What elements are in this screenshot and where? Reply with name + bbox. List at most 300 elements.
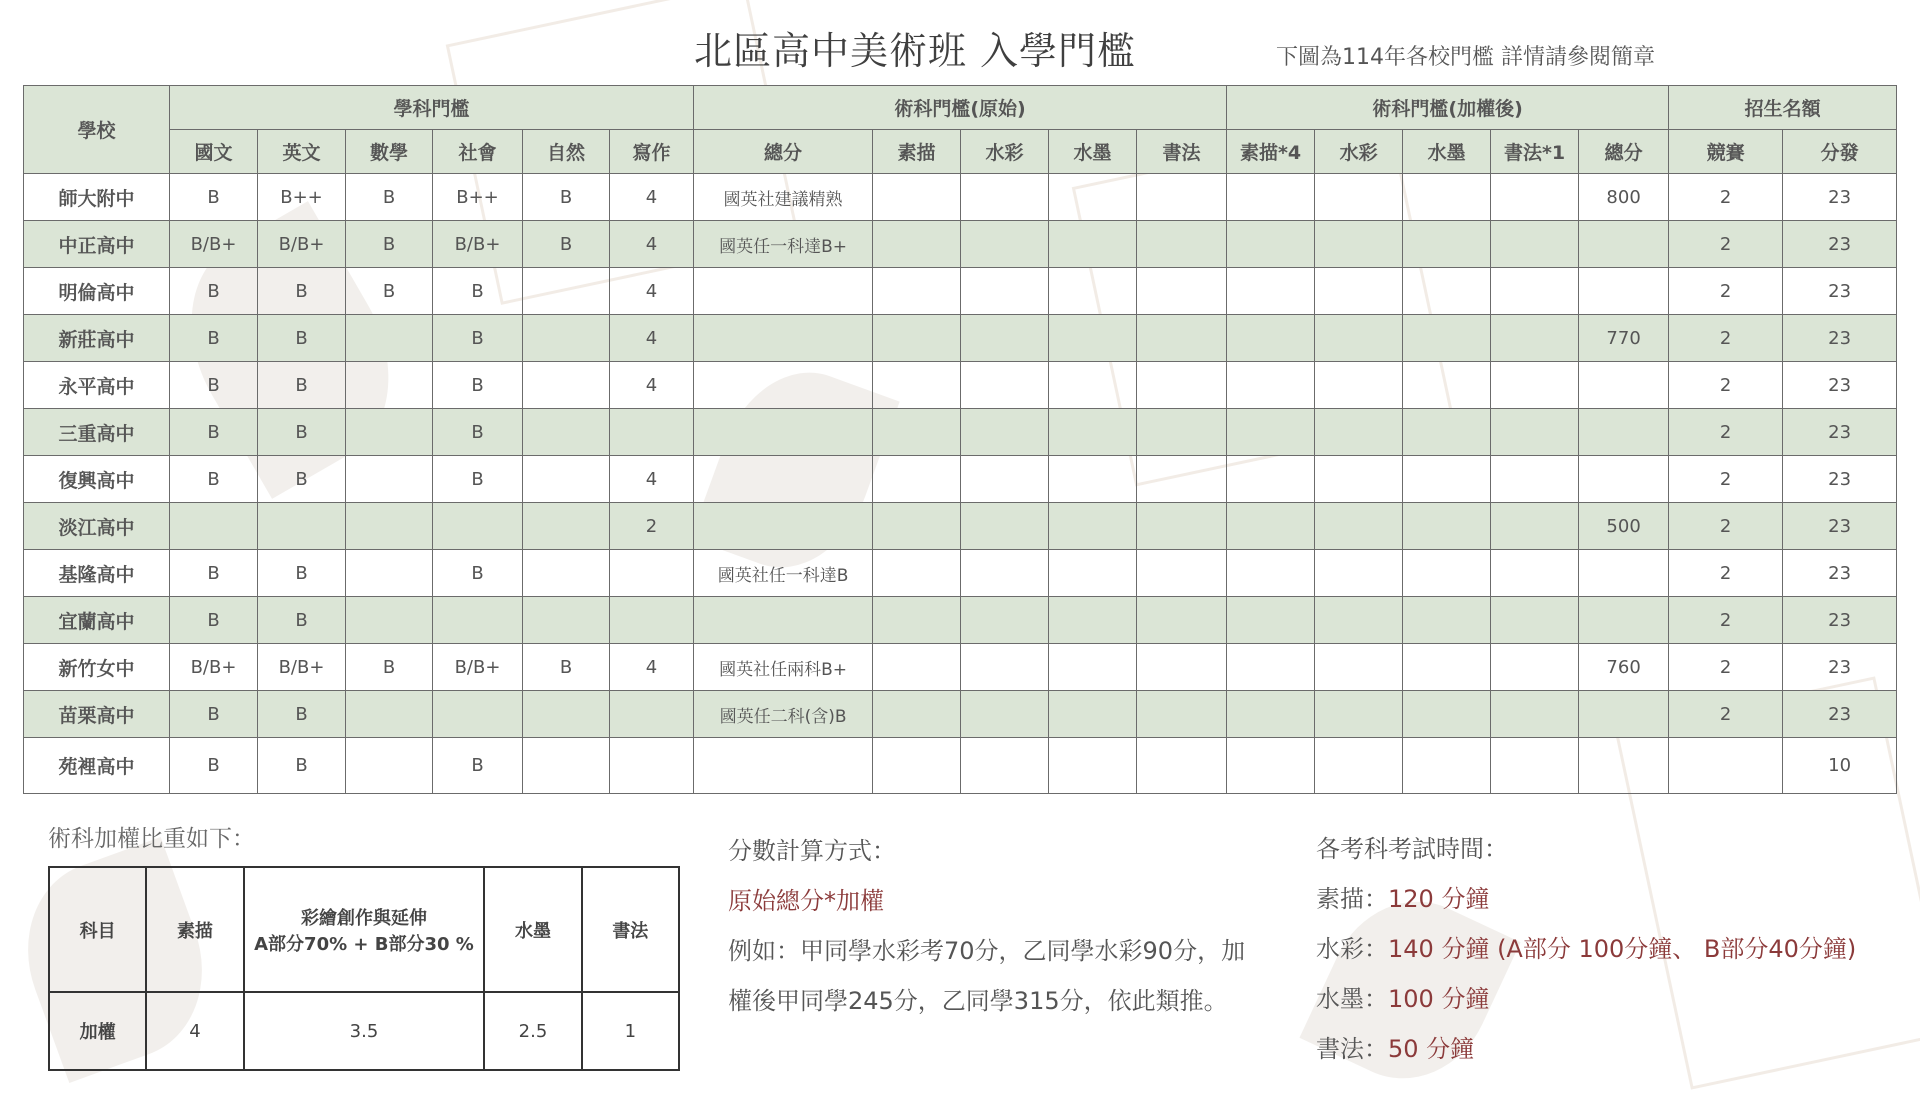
table-cell: B/B+ bbox=[170, 221, 258, 268]
table-cell bbox=[1227, 597, 1315, 644]
table-cell bbox=[1403, 550, 1491, 597]
school-name: 明倫高中 bbox=[24, 268, 170, 315]
table-cell bbox=[523, 362, 610, 409]
exam-time-item bbox=[1316, 924, 1916, 974]
table-cell: B/B+ bbox=[170, 644, 258, 691]
weights-header-sketch: 素描 bbox=[146, 867, 243, 992]
table-cell: B/B+ bbox=[433, 644, 523, 691]
table-cell bbox=[1315, 268, 1403, 315]
table-cell: B bbox=[258, 691, 346, 738]
table-row bbox=[24, 221, 1897, 268]
table-cell: 2 bbox=[610, 503, 694, 550]
table-cell: 2 bbox=[1669, 644, 1783, 691]
school-name: 宜蘭高中 bbox=[24, 597, 170, 644]
exam-time-item bbox=[1316, 874, 1916, 924]
table-cell: 23 bbox=[1783, 691, 1897, 738]
table-cell bbox=[873, 268, 961, 315]
column-header: 素描*4 bbox=[1227, 130, 1315, 174]
table-cell: B bbox=[523, 174, 610, 221]
table-cell bbox=[961, 456, 1049, 503]
table-cell bbox=[694, 315, 873, 362]
table-cell bbox=[1315, 409, 1403, 456]
column-header: 總分 bbox=[694, 130, 873, 174]
weights-header-calligraphy: 書法 bbox=[582, 867, 679, 992]
table-cell bbox=[694, 597, 873, 644]
table-cell: B/B+ bbox=[433, 221, 523, 268]
table-cell bbox=[1137, 738, 1227, 794]
table-cell bbox=[1137, 644, 1227, 691]
table-cell bbox=[610, 550, 694, 597]
table-cell: 500 bbox=[1579, 503, 1669, 550]
table-cell bbox=[610, 409, 694, 456]
table-cell bbox=[961, 738, 1049, 794]
table-cell bbox=[694, 503, 873, 550]
table-cell bbox=[961, 644, 1049, 691]
table-cell: B bbox=[258, 738, 346, 794]
table-cell bbox=[1579, 691, 1669, 738]
table-cell bbox=[961, 268, 1049, 315]
school-name: 中正高中 bbox=[24, 221, 170, 268]
column-header: 素描 bbox=[873, 130, 961, 174]
table-cell: B++ bbox=[258, 174, 346, 221]
weight-ink: 2.5 bbox=[484, 992, 581, 1070]
calculation-formula: 原始總分*加權 bbox=[728, 887, 884, 915]
table-cell bbox=[1491, 550, 1579, 597]
table-cell bbox=[1403, 221, 1491, 268]
table-cell: B bbox=[433, 550, 523, 597]
table-cell bbox=[1137, 268, 1227, 315]
table-row bbox=[24, 362, 1897, 409]
table-cell bbox=[1669, 738, 1783, 794]
table-cell bbox=[346, 409, 433, 456]
table-cell bbox=[1227, 456, 1315, 503]
exam-duration: 120 分鐘 bbox=[1388, 885, 1490, 913]
column-header: 水墨 bbox=[1403, 130, 1491, 174]
table-cell bbox=[873, 691, 961, 738]
table-cell bbox=[610, 597, 694, 644]
table-cell: B bbox=[170, 362, 258, 409]
school-name: 復興高中 bbox=[24, 456, 170, 503]
table-cell: 23 bbox=[1783, 362, 1897, 409]
table-cell: B bbox=[258, 362, 346, 409]
table-cell bbox=[1227, 550, 1315, 597]
table-cell bbox=[1491, 738, 1579, 794]
table-cell bbox=[1227, 691, 1315, 738]
table-cell bbox=[1137, 503, 1227, 550]
table-cell: 國英社任兩科B+ bbox=[694, 644, 873, 691]
table-cell bbox=[1227, 174, 1315, 221]
table-cell bbox=[523, 550, 610, 597]
column-header: 水彩 bbox=[1315, 130, 1403, 174]
table-cell bbox=[1049, 221, 1137, 268]
table-cell bbox=[1049, 644, 1137, 691]
table-cell bbox=[1403, 738, 1491, 794]
school-name: 新莊高中 bbox=[24, 315, 170, 362]
table-cell: B bbox=[170, 409, 258, 456]
table-cell bbox=[961, 409, 1049, 456]
header-art-raw: 術科門檻(原始) bbox=[694, 86, 1227, 130]
table-cell bbox=[346, 550, 433, 597]
table-cell bbox=[610, 691, 694, 738]
school-name: 三重高中 bbox=[24, 409, 170, 456]
exam-subject: 素描： bbox=[1316, 885, 1388, 913]
table-cell bbox=[1137, 691, 1227, 738]
table-cell bbox=[1491, 644, 1579, 691]
table-cell bbox=[1227, 503, 1315, 550]
weights-header-subject: 科目 bbox=[49, 867, 146, 992]
table-cell: B bbox=[433, 268, 523, 315]
table-cell bbox=[961, 597, 1049, 644]
calculation-example-line2: 權後甲同學245分，乙同學315分，依此類推。 bbox=[728, 987, 1228, 1015]
table-cell bbox=[523, 597, 610, 644]
table-cell: B bbox=[170, 550, 258, 597]
weights-label: 術科加權比重如下： bbox=[48, 826, 255, 852]
exam-time-item bbox=[1316, 1024, 1916, 1074]
table-cell: 23 bbox=[1783, 221, 1897, 268]
exam-duration: 140 分鐘 (A部分 100分鐘、 B部分40分鐘) bbox=[1388, 935, 1857, 963]
table-cell bbox=[1491, 597, 1579, 644]
table-cell: 4 bbox=[610, 221, 694, 268]
exam-subject: 水墨： bbox=[1316, 985, 1388, 1013]
table-cell: B bbox=[170, 315, 258, 362]
calculation-heading: 分數計算方式： bbox=[728, 837, 896, 865]
table-cell bbox=[1137, 409, 1227, 456]
table-cell bbox=[1315, 644, 1403, 691]
table-cell bbox=[1049, 503, 1137, 550]
table-row bbox=[24, 644, 1897, 691]
exam-duration: 50 分鐘 bbox=[1388, 1035, 1475, 1063]
table-cell: 國英社任一科達B bbox=[694, 550, 873, 597]
table-cell: 2 bbox=[1669, 362, 1783, 409]
table-cell: 4 bbox=[610, 362, 694, 409]
column-header: 自然 bbox=[523, 130, 610, 174]
table-cell bbox=[1403, 597, 1491, 644]
table-cell: B bbox=[346, 268, 433, 315]
table-cell bbox=[873, 503, 961, 550]
table-cell bbox=[873, 550, 961, 597]
page-subtitle: 下圖為114年各校門檻 詳情請參閱簡章 bbox=[1276, 45, 1655, 70]
column-header: 書法 bbox=[1137, 130, 1227, 174]
table-cell bbox=[873, 738, 961, 794]
column-header: 分發 bbox=[1783, 130, 1897, 174]
table-cell bbox=[523, 503, 610, 550]
table-cell: 2 bbox=[1669, 550, 1783, 597]
table-cell bbox=[346, 691, 433, 738]
school-name: 基隆高中 bbox=[24, 550, 170, 597]
table-cell bbox=[1315, 550, 1403, 597]
table-cell bbox=[170, 503, 258, 550]
table-cell: B bbox=[170, 597, 258, 644]
table-cell bbox=[873, 456, 961, 503]
table-cell: 國英任二科(含)B bbox=[694, 691, 873, 738]
table-cell: B bbox=[170, 268, 258, 315]
table-row bbox=[24, 409, 1897, 456]
table-cell: 2 bbox=[1669, 409, 1783, 456]
table-cell bbox=[523, 409, 610, 456]
table-cell bbox=[1137, 456, 1227, 503]
table-cell bbox=[1227, 221, 1315, 268]
table-cell bbox=[1491, 691, 1579, 738]
column-header: 水彩 bbox=[961, 130, 1049, 174]
table-cell: 23 bbox=[1783, 268, 1897, 315]
table-cell: B bbox=[258, 268, 346, 315]
school-name: 苗栗高中 bbox=[24, 691, 170, 738]
table-cell: B bbox=[258, 456, 346, 503]
table-cell bbox=[1491, 456, 1579, 503]
table-cell: B bbox=[523, 644, 610, 691]
table-cell bbox=[873, 644, 961, 691]
table-cell bbox=[1403, 644, 1491, 691]
table-cell bbox=[1315, 691, 1403, 738]
table-cell bbox=[1315, 221, 1403, 268]
table-cell bbox=[1491, 268, 1579, 315]
table-cell bbox=[258, 503, 346, 550]
weights-header-painting-ratio: A部分70% + B部分30 % bbox=[254, 933, 474, 955]
table-cell: B bbox=[523, 221, 610, 268]
exam-time-item bbox=[1316, 974, 1916, 1024]
table-cell: B bbox=[346, 221, 433, 268]
table-cell: B bbox=[170, 738, 258, 794]
table-cell bbox=[961, 550, 1049, 597]
table-row bbox=[24, 268, 1897, 315]
table-cell bbox=[523, 738, 610, 794]
school-name: 苑裡高中 bbox=[24, 738, 170, 794]
table-cell: 2 bbox=[1669, 597, 1783, 644]
weight-sketch: 4 bbox=[146, 992, 243, 1070]
table-row bbox=[24, 550, 1897, 597]
table-cell bbox=[1403, 456, 1491, 503]
table-cell bbox=[523, 691, 610, 738]
column-header: 寫作 bbox=[610, 130, 694, 174]
table-cell bbox=[1049, 315, 1137, 362]
table-cell bbox=[523, 456, 610, 503]
weights-table bbox=[48, 866, 680, 1071]
table-cell bbox=[1049, 691, 1137, 738]
calculation-section bbox=[728, 826, 1288, 1026]
table-cell: B bbox=[258, 550, 346, 597]
table-cell: B bbox=[433, 409, 523, 456]
table-cell: 國英任一科達B+ bbox=[694, 221, 873, 268]
table-cell bbox=[1315, 503, 1403, 550]
table-cell bbox=[873, 315, 961, 362]
table-cell bbox=[1491, 409, 1579, 456]
column-header: 社會 bbox=[433, 130, 523, 174]
table-row bbox=[24, 738, 1897, 794]
admission-threshold-table bbox=[23, 85, 1897, 794]
table-cell: 國英社建議精熟 bbox=[694, 174, 873, 221]
table-cell bbox=[1227, 409, 1315, 456]
table-cell bbox=[1315, 456, 1403, 503]
table-cell: B bbox=[433, 362, 523, 409]
table-cell: 10 bbox=[1783, 738, 1897, 794]
page-title: 北區高中美術班 入學門檻 bbox=[693, 29, 1137, 73]
header-quota: 招生名額 bbox=[1669, 86, 1897, 130]
table-cell: 23 bbox=[1783, 644, 1897, 691]
table-cell bbox=[1137, 362, 1227, 409]
table-cell bbox=[961, 221, 1049, 268]
table-cell: 2 bbox=[1669, 174, 1783, 221]
column-header: 總分 bbox=[1579, 130, 1669, 174]
table-cell bbox=[433, 503, 523, 550]
table-cell: 2 bbox=[1669, 691, 1783, 738]
table-cell: 760 bbox=[1579, 644, 1669, 691]
table-cell bbox=[433, 597, 523, 644]
header-art-weighted: 術科門檻(加權後) bbox=[1227, 86, 1669, 130]
column-header: 數學 bbox=[346, 130, 433, 174]
table-cell: B/B+ bbox=[258, 221, 346, 268]
table-cell bbox=[523, 315, 610, 362]
table-cell: 2 bbox=[1669, 268, 1783, 315]
table-cell: B bbox=[170, 174, 258, 221]
table-cell bbox=[694, 409, 873, 456]
table-cell: B bbox=[258, 315, 346, 362]
table-row bbox=[24, 174, 1897, 221]
table-cell bbox=[873, 362, 961, 409]
table-row bbox=[24, 315, 1897, 362]
table-cell bbox=[961, 691, 1049, 738]
table-cell bbox=[610, 738, 694, 794]
column-header: 水墨 bbox=[1049, 130, 1137, 174]
table-cell bbox=[346, 315, 433, 362]
table-cell bbox=[1579, 550, 1669, 597]
table-cell bbox=[961, 174, 1049, 221]
table-cell: 2 bbox=[1669, 456, 1783, 503]
table-cell: B bbox=[346, 644, 433, 691]
table-cell bbox=[1579, 738, 1669, 794]
table-cell bbox=[1137, 221, 1227, 268]
table-cell bbox=[1491, 315, 1579, 362]
table-cell: 23 bbox=[1783, 503, 1897, 550]
school-name: 師大附中 bbox=[24, 174, 170, 221]
column-header: 競賽 bbox=[1669, 130, 1783, 174]
table-cell bbox=[1315, 362, 1403, 409]
table-cell bbox=[1491, 174, 1579, 221]
table-row bbox=[24, 503, 1897, 550]
table-cell: 4 bbox=[610, 456, 694, 503]
table-cell bbox=[1403, 174, 1491, 221]
table-cell bbox=[1137, 174, 1227, 221]
table-cell: B bbox=[258, 597, 346, 644]
table-cell bbox=[433, 691, 523, 738]
weight-painting: 3.5 bbox=[244, 992, 485, 1070]
table-cell bbox=[1403, 268, 1491, 315]
table-cell bbox=[346, 503, 433, 550]
table-cell: 23 bbox=[1783, 456, 1897, 503]
table-cell: B/B+ bbox=[258, 644, 346, 691]
table-cell: B bbox=[346, 174, 433, 221]
table-cell: 4 bbox=[610, 268, 694, 315]
table-cell: 2 bbox=[1669, 503, 1783, 550]
table-cell bbox=[1491, 221, 1579, 268]
table-cell bbox=[1579, 362, 1669, 409]
school-name: 永平高中 bbox=[24, 362, 170, 409]
school-name: 淡江高中 bbox=[24, 503, 170, 550]
weights-header-ink: 水墨 bbox=[484, 867, 581, 992]
table-cell: 4 bbox=[610, 315, 694, 362]
table-cell bbox=[1315, 174, 1403, 221]
table-cell: B bbox=[433, 315, 523, 362]
table-row bbox=[24, 691, 1897, 738]
table-cell bbox=[346, 738, 433, 794]
table-cell bbox=[694, 362, 873, 409]
table-cell bbox=[1403, 315, 1491, 362]
table-row bbox=[24, 456, 1897, 503]
column-header: 書法*1 bbox=[1491, 130, 1579, 174]
table-cell bbox=[1403, 691, 1491, 738]
header-school: 學校 bbox=[24, 86, 170, 174]
table-cell bbox=[1491, 503, 1579, 550]
exam-subject: 水彩： bbox=[1316, 935, 1388, 963]
school-name: 新竹女中 bbox=[24, 644, 170, 691]
table-cell bbox=[1049, 456, 1137, 503]
table-cell bbox=[523, 268, 610, 315]
table-cell bbox=[694, 268, 873, 315]
weights-header-painting-title: 彩繪創作與延伸 bbox=[300, 907, 427, 929]
calculation-example-line1: 例如：甲同學水彩考70分，乙同學水彩90分，加 bbox=[728, 937, 1246, 965]
table-cell bbox=[961, 503, 1049, 550]
table-cell bbox=[346, 362, 433, 409]
table-cell bbox=[1049, 268, 1137, 315]
table-cell bbox=[1579, 456, 1669, 503]
column-header: 英文 bbox=[258, 130, 346, 174]
table-cell bbox=[1315, 738, 1403, 794]
table-cell bbox=[873, 174, 961, 221]
table-cell bbox=[1315, 315, 1403, 362]
table-cell bbox=[694, 456, 873, 503]
table-cell bbox=[1049, 174, 1137, 221]
table-cell bbox=[1049, 738, 1137, 794]
table-cell bbox=[1579, 409, 1669, 456]
table-cell bbox=[1137, 550, 1227, 597]
weight-calligraphy: 1 bbox=[582, 992, 679, 1070]
table-cell: 770 bbox=[1579, 315, 1669, 362]
exam-subject: 書法： bbox=[1316, 1035, 1388, 1063]
table-cell bbox=[873, 409, 961, 456]
table-cell: 23 bbox=[1783, 315, 1897, 362]
table-cell bbox=[1227, 268, 1315, 315]
weights-row-label: 加權 bbox=[49, 992, 146, 1070]
weights-header-painting bbox=[244, 867, 485, 992]
table-cell bbox=[1403, 503, 1491, 550]
table-cell: 23 bbox=[1783, 409, 1897, 456]
table-cell: 23 bbox=[1783, 550, 1897, 597]
table-cell bbox=[1227, 315, 1315, 362]
table-cell bbox=[961, 315, 1049, 362]
exam-duration: 100 分鐘 bbox=[1388, 985, 1490, 1013]
table-cell bbox=[1227, 738, 1315, 794]
table-cell bbox=[1049, 409, 1137, 456]
table-cell: B bbox=[258, 409, 346, 456]
table-cell bbox=[1315, 597, 1403, 644]
table-cell: 4 bbox=[610, 644, 694, 691]
table-cell: B bbox=[433, 738, 523, 794]
table-cell bbox=[1227, 644, 1315, 691]
table-cell bbox=[1049, 550, 1137, 597]
table-cell: B++ bbox=[433, 174, 523, 221]
table-cell bbox=[961, 362, 1049, 409]
table-cell bbox=[1579, 597, 1669, 644]
table-cell bbox=[346, 456, 433, 503]
table-cell: 23 bbox=[1783, 174, 1897, 221]
table-cell: 2 bbox=[1669, 315, 1783, 362]
exam-times-heading: 各考科考試時間： bbox=[1316, 835, 1508, 863]
table-cell: 800 bbox=[1579, 174, 1669, 221]
table-cell: B bbox=[433, 456, 523, 503]
table-cell bbox=[694, 738, 873, 794]
table-cell bbox=[1227, 362, 1315, 409]
table-cell bbox=[346, 597, 433, 644]
table-row bbox=[24, 597, 1897, 644]
